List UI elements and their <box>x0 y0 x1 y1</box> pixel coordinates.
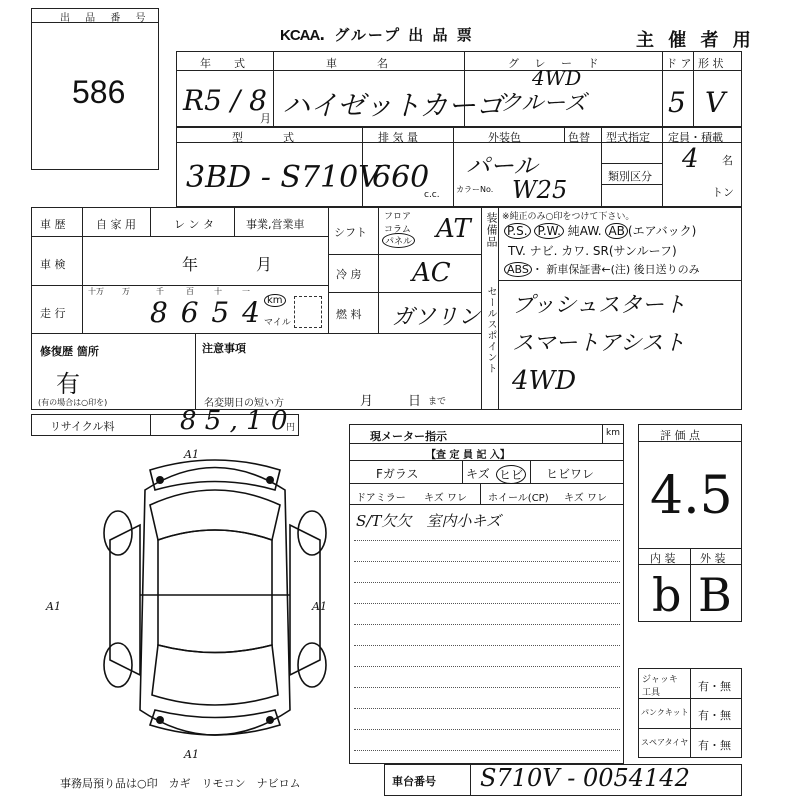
meter-label: 現メーター指示 <box>370 430 447 443</box>
remark-rule <box>354 624 620 625</box>
doc-title <box>280 24 474 45</box>
rear-window <box>152 645 278 705</box>
mark-rear: A1 <box>184 748 199 761</box>
fuel-value: ガソリン <box>392 305 481 330</box>
aircon-label: 冷 房 <box>336 268 362 281</box>
mileage-digit-100k: 十万 <box>88 287 104 296</box>
equipment-line3 <box>504 261 700 277</box>
mileage-mile: マイル <box>264 318 291 328</box>
meter-unit: km <box>606 428 620 438</box>
remark-rule <box>354 750 620 751</box>
mileage-value: 8 6 5 4 <box>150 296 262 329</box>
glass-crackbreak: ヒビワレ <box>546 467 595 481</box>
inspector-label: 【査 定 員 記 入】 <box>426 450 510 461</box>
chassis-value: S710V - 0054142 <box>480 764 690 792</box>
chassis-label: 車台番号 <box>392 775 436 788</box>
equip-ab-desc: (エアバック) <box>627 224 697 238</box>
equip-abs: ABS <box>504 262 532 277</box>
fuel-label: 燃 料 <box>336 308 362 321</box>
mileage-digit-10: 十 <box>214 287 222 296</box>
car-name-label: 車 名 <box>326 57 394 70</box>
shift-floor: フロア <box>384 212 412 222</box>
mileage-digit-1k: 千 <box>156 287 164 296</box>
displacement-label: 排 気 量 <box>378 131 418 144</box>
remark-rule <box>354 729 620 730</box>
repair-label: 修復歴 箇所 <box>40 345 99 358</box>
mark-left: A1 <box>46 600 61 613</box>
displacement-value: 660 <box>372 160 430 195</box>
equip-pw: P.W. <box>534 223 563 239</box>
repair-value: 有 <box>56 370 80 398</box>
mileage-unit-text: km <box>267 295 283 306</box>
glass-scratch: キズ <box>466 467 490 481</box>
history-private[interactable]: 自 家 用 <box>96 218 136 231</box>
sales-point-1: プッシュスタート <box>512 293 687 318</box>
remark-rule <box>354 645 620 646</box>
shift-column: コラム <box>384 225 411 235</box>
spare-tire-value: 有・無 <box>698 739 731 752</box>
color-label: 外装色 <box>488 131 521 144</box>
shift-panel-text: パネル <box>385 237 413 247</box>
grade-points-value: 4.5 <box>650 466 733 526</box>
remark-rule <box>354 687 620 688</box>
equipment-line1 <box>504 222 696 239</box>
shift-value: AT <box>436 214 471 244</box>
equipment-line2: TV. ナビ. カワ. SR(サンルーフ) <box>508 244 677 258</box>
remark-rule <box>354 708 620 709</box>
doors-label: ド ア <box>666 57 692 70</box>
year-label: 年 式 <box>200 57 251 70</box>
recycle-label: リサイクル料 <box>50 420 115 433</box>
remark-rule <box>354 540 620 541</box>
remark-rule <box>354 666 620 667</box>
deadline-label: 名変期日の短い方 <box>204 398 284 409</box>
color-no-value: W25 <box>512 176 568 204</box>
shift-label: シフト <box>334 226 367 239</box>
mileage-label: 走 行 <box>40 307 66 320</box>
sales-point-3: 4WD <box>512 366 577 396</box>
remark-rule <box>354 603 620 604</box>
wheel-fr <box>298 511 326 555</box>
year-value: R5 / 8 <box>183 84 267 117</box>
recycle-value: 8 5 , 1 0 <box>180 406 288 436</box>
mirror-options: キズ ワレ <box>424 493 467 504</box>
notes-label: 注意事項 <box>202 342 246 355</box>
jack-value: 有・無 <box>698 680 731 693</box>
organizer-label: 主 催 者 用 <box>636 30 755 51</box>
car-body-outline <box>140 468 290 736</box>
history-rental[interactable]: レ ン タ <box>174 218 214 231</box>
sales-point-2: スマートアシスト <box>512 331 686 356</box>
front-bumper <box>150 460 280 490</box>
car-diagram <box>90 445 340 775</box>
model-value: 3BD - S710V <box>186 160 380 195</box>
wheel-rr <box>298 643 326 687</box>
deadline-day: 日 <box>408 394 422 409</box>
class-label: 類別区分 <box>608 170 652 183</box>
mileage-digit-1: 一 <box>242 287 250 296</box>
mirror-label: ドアミラー <box>356 493 406 504</box>
doors-value: 5 <box>668 86 686 119</box>
interior-label: 内 装 <box>650 552 676 565</box>
glass-label: Fガラス <box>376 467 419 481</box>
kcaa-brand: KCAA <box>280 27 320 44</box>
car-roof <box>158 530 272 653</box>
grade-points-label: 評 価 点 <box>660 429 700 442</box>
listing-number-label: 出 品 番 号 <box>60 13 152 24</box>
mileage-unit <box>264 294 286 307</box>
deadline-month: 月 <box>360 394 374 409</box>
ton-unit: トン <box>712 186 734 199</box>
punct-kit-label: パンクキット <box>641 708 689 717</box>
footer-items: 事務局預り品は○印 カギ リモコン ナビロム <box>60 777 301 790</box>
type-label: 形 状 <box>698 57 724 70</box>
shaken-month: 月 <box>256 255 273 274</box>
mileage-digit-10k: 万 <box>122 287 130 296</box>
mileage-digit-100: 百 <box>186 287 194 296</box>
grade-label: グ レ ー ド <box>508 57 605 70</box>
capacity-label: 定員・積載 <box>668 131 723 144</box>
repair-note: (有の場合は○印を) <box>38 398 108 407</box>
equip-ab: AB <box>605 223 627 239</box>
equipment-side-label: 装備品 <box>485 212 498 248</box>
history-label: 車 歴 <box>40 218 66 231</box>
exterior-label: 外 装 <box>700 552 726 565</box>
jack-label: ジャッキ 工具 <box>642 675 678 698</box>
sales-point-side-label: セールスポイント <box>485 286 496 374</box>
history-business[interactable]: 事業,営業車 <box>246 218 305 231</box>
grade-value-line2: クルーズ <box>500 91 587 116</box>
grade-value-line1: 4WD <box>532 66 582 90</box>
interior-value: b <box>652 568 682 622</box>
mark-right: A1 <box>312 600 327 613</box>
equip-ps: P.S. <box>504 223 531 239</box>
spare-tire-label: スペアタイヤ <box>641 738 689 747</box>
car-name-value: ハイゼットカーゴ <box>282 89 504 122</box>
color-no-prefix: カラーNo. <box>456 185 494 194</box>
shaken-year: 年 <box>182 255 199 274</box>
listing-number-value: 586 <box>72 74 126 110</box>
equip-warranty: ・ 新車保証書←(注) 後日送りのみ <box>531 263 700 276</box>
capacity-unit: 名 <box>722 154 733 167</box>
capacity-value: 4 <box>682 144 699 174</box>
model-spec-label: 型式指定 <box>606 131 650 144</box>
exterior-value: B <box>698 568 732 622</box>
type-value: V <box>705 86 726 119</box>
remark-rule <box>354 561 620 562</box>
mark-front: A1 <box>184 448 199 461</box>
inspection-remark: S/T欠欠 室内小キズ <box>356 512 502 530</box>
windshield <box>150 490 280 540</box>
color-value: パール <box>466 152 538 180</box>
model-label: 型 式 <box>232 131 300 144</box>
aircon-value: AC <box>412 258 451 288</box>
displacement-unit: c.c. <box>424 190 440 200</box>
wheel-label: ホイール(CP) <box>488 493 549 504</box>
title-text: . グループ 出 品 票 <box>319 26 474 44</box>
deadline-until: まで <box>428 397 447 407</box>
punct-kit-value: 有・無 <box>698 709 731 722</box>
glass-crack: ヒビ <box>496 465 526 484</box>
shaken-label: 車 検 <box>40 258 66 271</box>
rear-bumper <box>150 710 280 735</box>
equipment-note: ※純正のみ○印をつけて下さい。 <box>502 212 635 222</box>
remark-rule <box>354 582 620 583</box>
shift-panel <box>382 233 415 248</box>
left-side <box>110 525 140 675</box>
wheel-options: キズ ワレ <box>564 493 607 504</box>
color-change-label: 色替 <box>568 131 590 144</box>
wheel-fl <box>104 511 132 555</box>
equip-aw: 純AW. <box>567 224 602 238</box>
wheel-rl <box>104 643 132 687</box>
recycle-unit: 円 <box>286 423 296 433</box>
month-unit: 月 <box>260 112 271 125</box>
